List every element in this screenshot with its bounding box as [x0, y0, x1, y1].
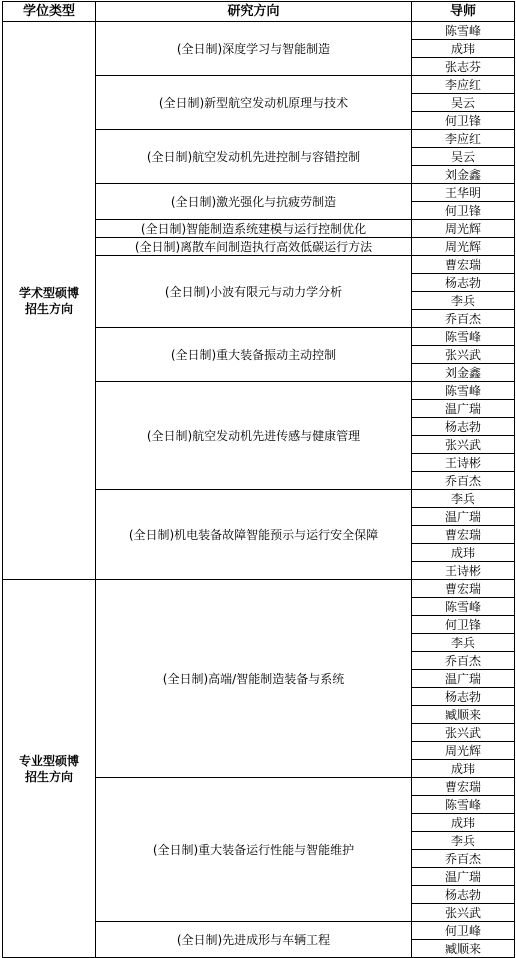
- tutor-cell: 吴云: [412, 148, 515, 166]
- tutor-cell: 陈雪峰: [412, 382, 515, 400]
- tutor-cell: 乔百杰: [412, 310, 515, 328]
- tutor-cell: 成玮: [412, 760, 515, 778]
- degree-type-cell: [3, 22, 96, 580]
- tutor-cell: 吴云: [412, 94, 515, 112]
- tutor-cell: 臧顺来: [412, 706, 515, 724]
- tutor-cell: 张兴武: [412, 724, 515, 742]
- tutor-cell: 杨志勃: [412, 418, 515, 436]
- tutor-cell: 成玮: [412, 544, 515, 562]
- research-direction-cell: (全日制)先进成形与车辆工程: [96, 922, 412, 958]
- tutor-cell: 张兴武: [412, 436, 515, 454]
- tutor-cell: 陈雪峰: [412, 598, 515, 616]
- tutor-cell: 温广瑞: [412, 868, 515, 886]
- tutor-cell: 李兵: [412, 832, 515, 850]
- tutor-cell: 乔百杰: [412, 472, 515, 490]
- tutor-cell: 李兵: [412, 634, 515, 652]
- tutor-cell: 张志芬: [412, 58, 515, 76]
- tutor-cell: 曹宏瑞: [412, 778, 515, 796]
- tutor-cell: 陈雪峰: [412, 328, 515, 346]
- tutor-cell: 王华明: [412, 184, 515, 202]
- research-direction-cell: (全日制)新型航空发动机原理与技术: [96, 76, 412, 130]
- tutor-cell: 李应红: [412, 130, 515, 148]
- research-direction-cell: (全日制)重大装备运行性能与智能维护: [96, 778, 412, 922]
- tutor-cell: 周光辉: [412, 742, 515, 760]
- research-direction-cell: (全日制)深度学习与智能制造: [96, 22, 412, 76]
- tutor-cell: 张兴武: [412, 904, 515, 922]
- tutor-cell: 曹宏瑞: [412, 256, 515, 274]
- research-direction-cell: (全日制)航空发动机先进传感与健康管理: [96, 382, 412, 490]
- tutor-cell: 曹宏瑞: [412, 526, 515, 544]
- tutor-cell: 温广瑞: [412, 400, 515, 418]
- tutor-cell: 温广瑞: [412, 508, 515, 526]
- tutor-cell: 张兴武: [412, 346, 515, 364]
- research-direction-cell: (全日制)激光强化与抗疲劳制造: [96, 184, 412, 220]
- tutor-cell: 成玮: [412, 40, 515, 58]
- header-row: [3, 2, 515, 22]
- tutor-cell: 何卫锋: [412, 616, 515, 634]
- header-tutor: 导师: [412, 2, 515, 22]
- tutor-cell: 王诗彬: [412, 454, 515, 472]
- degree-type-label: 招生方向: [24, 301, 73, 316]
- tutor-cell: 周光辉: [412, 238, 515, 256]
- tutor-cell: 成玮: [412, 814, 515, 832]
- degree-type-label: 专业型硕博: [18, 753, 79, 768]
- tutor-cell: 何卫锋: [412, 112, 515, 130]
- tutor-cell: 周光辉: [412, 220, 515, 238]
- header-degree-type: 学位类型: [3, 2, 96, 22]
- tutor-cell: 刘金鑫: [412, 364, 515, 382]
- enrollment-table: [2, 1, 515, 958]
- research-direction-cell: (全日制)离散车间制造执行高效低碳运行方法: [96, 238, 412, 256]
- tutor-cell: 刘金鑫: [412, 166, 515, 184]
- tutor-cell: 曹宏瑞: [412, 580, 515, 598]
- tutor-cell: 何卫锋: [412, 202, 515, 220]
- research-direction-cell: (全日制)航空发动机先进控制与容错控制: [96, 130, 412, 184]
- tutor-cell: 王诗彬: [412, 562, 515, 580]
- research-direction-cell: (全日制)高端/智能制造装备与系统: [96, 580, 412, 778]
- table-row: [3, 22, 515, 40]
- tutor-cell: 臧顺来: [412, 940, 515, 958]
- research-direction-cell: (全日制)重大装备振动主动控制: [96, 328, 412, 382]
- tutor-cell: 李应红: [412, 76, 515, 94]
- tutor-cell: 乔百杰: [412, 652, 515, 670]
- tutor-cell: 何卫峰: [412, 922, 515, 940]
- research-direction-cell: (全日制)智能制造系统建模与运行控制优化: [96, 220, 412, 238]
- research-direction-cell: (全日制)小波有限元与动力学分析: [96, 256, 412, 328]
- header-research-direction: 研究方向: [96, 2, 412, 22]
- tutor-cell: 陈雪峰: [412, 22, 515, 40]
- table-row: [3, 580, 515, 598]
- tutor-cell: 杨志勃: [412, 274, 515, 292]
- tutor-cell: 陈雪峰: [412, 796, 515, 814]
- tutor-cell: 李兵: [412, 292, 515, 310]
- degree-type-cell: [3, 580, 96, 958]
- tutor-cell: 杨志勃: [412, 688, 515, 706]
- tutor-cell: 李兵: [412, 490, 515, 508]
- tutor-cell: 温广瑞: [412, 670, 515, 688]
- degree-type-label: 学术型硕博: [18, 285, 79, 300]
- degree-type-label: 招生方向: [24, 769, 73, 784]
- tutor-cell: 乔百杰: [412, 850, 515, 868]
- research-direction-cell: (全日制)机电装备故障智能预示与运行安全保障: [96, 490, 412, 580]
- tutor-cell: 杨志勃: [412, 886, 515, 904]
